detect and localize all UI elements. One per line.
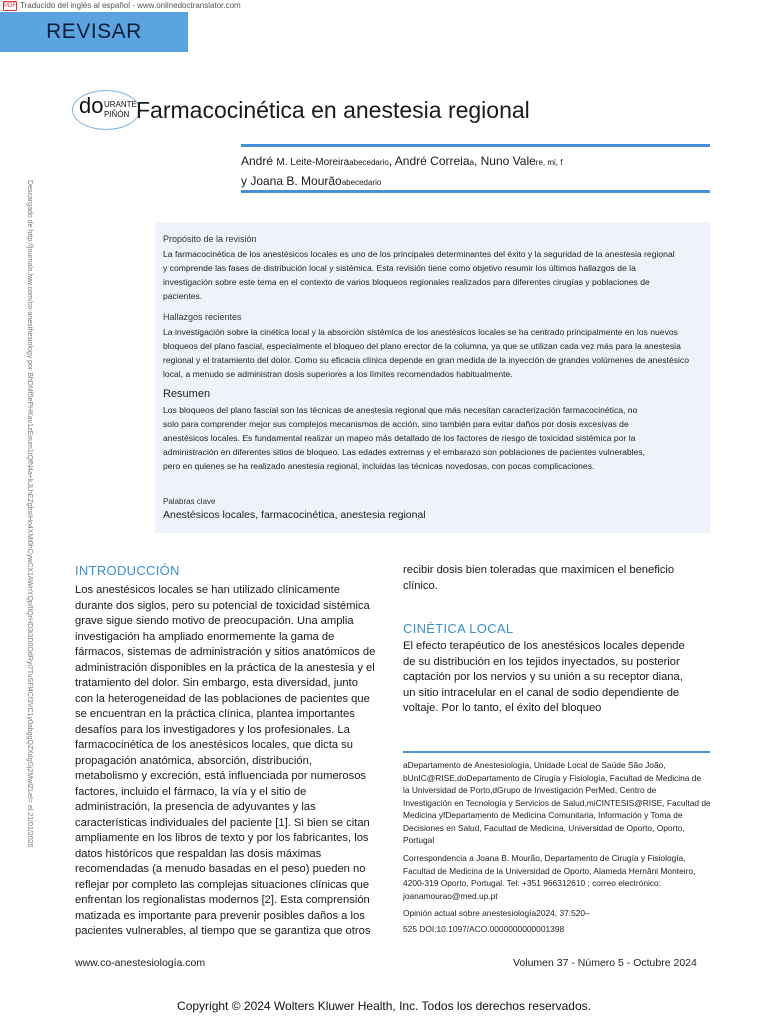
author-name: , Nuno Vale xyxy=(473,154,536,168)
logo-small-top: URANTE xyxy=(104,100,137,109)
intro-line: enfrentan los regionalistas modernos [2]. Esta comprensión xyxy=(75,894,370,906)
summary-line: administración en diferentes sitios de bloqueo. Las edades extremas y el embarazo son poblaciones de pacientes vulnerables, xyxy=(163,447,646,457)
local-kinetics-heading: CINÉTICA LOCAL xyxy=(403,621,514,636)
logo-small-bottom: PIÑÓN xyxy=(104,110,130,119)
affiliations-block xyxy=(403,759,718,847)
author-affiliation: a xyxy=(469,158,474,167)
continuation-line: clínico. xyxy=(403,579,438,592)
intro-line: administración, la presencia de adyuvantes y las xyxy=(75,801,316,813)
local-kinetics-text xyxy=(403,639,713,717)
correspondence-email[interactable]: joanamourao@med.up.pt xyxy=(403,890,498,901)
intro-line: farmacocinética de los anestésicos locales, que dicta su xyxy=(75,739,353,751)
intro-line: matizada es importante para prevenir posibles daños a los xyxy=(75,909,365,922)
intro-text xyxy=(75,583,395,940)
intro-line: con la heterogeneidad de las poblaciones de pacientes que xyxy=(75,692,370,705)
intro-line: Los anestésicos locales se han utilizado clínicamente xyxy=(75,584,340,596)
author-line-1 xyxy=(241,152,710,172)
local-line: un sitio intracelular en el canal de sodio dependiente de xyxy=(403,686,680,699)
pdf-icon: PDF xyxy=(4,2,16,9)
recent-line: La investigación sobre la cinética local y la absorción sistémica de los anestésicos locales se ha centrado principalmente en los nuevos xyxy=(163,327,678,337)
affiliation-line: aDepartamento de Anestesiología, Unidade Local de Saúde São João, xyxy=(403,760,666,770)
recent-findings-heading: Hallazgos recientes xyxy=(163,312,242,322)
summary-text xyxy=(163,403,708,473)
author-name: Correia xyxy=(430,154,470,168)
author-affiliation: re, mi, f xyxy=(535,158,563,167)
author-affiliation: abecedario xyxy=(341,178,382,187)
intro-line: grave sigue siendo motivo de preocupación. Una amplia xyxy=(75,615,354,627)
intro-heading: INTRODUCCIÓN xyxy=(75,563,180,578)
intro-line: desafíos para los investigadores y los profesionales. La xyxy=(75,723,350,736)
review-banner xyxy=(0,12,188,52)
author-affiliation: abecedario xyxy=(349,158,389,167)
journal-citation: Opinión actual sobre anestesiología2024, 37:520– xyxy=(403,908,590,918)
correspondence-line: Correspondencia a Joana B. Mourão, Departamento de Cirugía y Fisiología, xyxy=(403,853,686,863)
translator-text[interactable]: Traducido del inglés al español - www.onlinedoctranslator.com xyxy=(20,1,241,10)
purpose-text xyxy=(163,247,708,303)
keywords-heading: Palabras clave xyxy=(163,497,216,506)
intro-line: datos históricos que respaldan las dosis máximas xyxy=(75,847,322,860)
summary-heading: Resumen xyxy=(163,388,211,400)
purpose-line: investigación sobre este tema en el contexto de varios bloqueos regionales realizados para diferentes cirugías y poblaciones de xyxy=(163,277,650,287)
journal-website-link[interactable]: www.co-anestesiología.com xyxy=(75,957,206,969)
purpose-heading: Propósito de la revisión xyxy=(163,234,257,244)
author-list xyxy=(241,152,710,192)
intro-line: propagación anatómica, absorción, distribución, xyxy=(75,754,312,767)
affiliation-line: Portugal xyxy=(403,835,435,845)
intro-line: factores, incluido el fármaco, la vía y el sitio de xyxy=(75,785,307,798)
local-line: captación por los nervios y su unión a su receptor diana, xyxy=(403,671,683,683)
affiliations-rule xyxy=(403,751,710,753)
summary-line: solo para comprender mejor sus complejos mecanismos de acción, sino también para evitar daños por dosis excesivas de xyxy=(163,419,629,429)
keywords-text: Anestésicos locales, farmacocinética, anestesia regional xyxy=(163,509,426,521)
affiliation-line: bUnIC@RISE,doDepartamento de Cirugía y Fisiología, Facultad de Medicina de xyxy=(403,772,702,783)
download-note xyxy=(22,180,34,848)
review-label: REVISAR xyxy=(46,20,142,43)
download-note-text: Descargado de http://journals.lww.com/co-anesthesiology por BhDMf5ePHKav1zEoum1tQfN4a+kJLhEZgbsIHo4XMi0hCywCX1AWnYQp/IlQrHD3i3D0OdRyi7TvSFl4Cf3VC1y0abggQZXdgGj2MwlZLeI= el 21/01/2025 xyxy=(26,180,33,848)
purpose-line: La farmacocinética de los anestésicos locales es uno de los principales determinantes del éxito y la seguridad de la anestesia regional xyxy=(163,249,675,259)
author-name: André xyxy=(241,154,274,168)
correspondence-block xyxy=(403,852,718,902)
recent-line: regional y el tratamiento del dolor. Como su eficacia clínica depende en gran medida de la inyección de grandes volúmenes de anestésico xyxy=(163,355,689,365)
intro-line: recomendadas (a menudo basadas en el peso) pueden no xyxy=(75,863,366,875)
author-name: y Joana B. Mourão xyxy=(241,174,342,188)
affiliation-line: Medicina yfDepartamento de Medicina Comunitaria, Información y Toma de xyxy=(403,810,683,820)
purpose-line: pacientes. xyxy=(163,291,203,301)
logo-big-text: do xyxy=(79,93,104,118)
correspondence-line: Facultad de Medicina de la Universidad de Oporto, Alameda Hernâni Monteiro, xyxy=(403,865,696,876)
intro-line: ampliamente en los libros de texto y por los fabricantes, los xyxy=(75,832,369,844)
affiliation-line: la Universidad de Porto,dGrupo de Investigación PerMed, Centro de xyxy=(403,785,657,795)
recent-line: local, a menudo se administran dosis superiores a los límites recomendados habitualmente. xyxy=(163,369,513,379)
continuation-line: recibir dosis bien toleradas que maximicen el beneficio xyxy=(403,564,675,576)
doi-text[interactable]: 525 DOI:10.1097/ACO.0000000000001398 xyxy=(403,924,565,934)
intro-line: durante dos siglos, pero su potencial de toxicidad sistémica xyxy=(75,599,370,612)
author-name: M. Leite-Moreira xyxy=(276,157,350,168)
intro-line: fármacos, sistemas de administración y sitios anatómicos de xyxy=(75,646,376,658)
intro-line: reflejar por completo las complejas situaciones clínicas que xyxy=(75,878,370,891)
intro-line: se encuentran en la práctica clínica, plantea importantes xyxy=(75,708,355,720)
intro-line: administración disponibles en la práctica de la anestesia y el xyxy=(75,661,375,674)
purpose-line: y comprende las fases de distribución local y sistémica. Esta revisión tiene como objetivo resumir los últimos hallazgos de la xyxy=(163,263,636,273)
summary-line: pero en quienes se ha realizado anestesia regional, incluidas las técnicas novedosas, con pocas complicaciones. xyxy=(163,461,595,471)
current-opinion-logo xyxy=(72,90,140,130)
intro-line: pacientes vulnerables, al tiempo que se garantiza que otros xyxy=(75,925,371,937)
intro-line: investigación ha ampliado enormemente la gama de xyxy=(75,630,335,643)
author-name: , André xyxy=(388,154,427,168)
intro-line: tratamiento del dolor. Sin embargo, esta diversidad, junto xyxy=(75,677,358,689)
summary-line: Los bloqueos del plano fascial son las técnicas de anestesia regional que más necesitan caracterización farmacocinética, no xyxy=(163,405,638,415)
local-line: El efecto terapéutico de los anestésicos locales depende xyxy=(403,640,685,652)
affiliation-line: Decisiones en Salud, Facultad de Medicina, Universidad de Oporto, Oporto, xyxy=(403,822,685,833)
local-line: voltaje. Por lo tanto, el éxito del bloqueo xyxy=(403,702,602,714)
author-line-2 xyxy=(241,172,710,192)
title-rule-bottom xyxy=(241,190,710,193)
correspondence-line: 4200-319 Oporto, Portugal. Tel: +351 966312610 ; correo electrónico: xyxy=(403,878,662,888)
abstract-box xyxy=(155,222,710,533)
local-line: de su distribución en los tejidos inyectados, su posterior xyxy=(403,655,680,668)
article-title: Farmacocinética en anestesia regional xyxy=(136,97,530,123)
recent-line: bloqueos del plano fascial, especialmente el bloqueo del plano erector de la columna, ya que se utilizan cada vez más para la anestesia xyxy=(163,341,681,351)
summary-line: anestésicos locales. Es fundamental realizar un mapeo más detallado de los factores de riesgo de toxicidad sistémica por la xyxy=(163,433,636,443)
translator-bar[interactable] xyxy=(0,0,241,11)
intro-line: características individuales del paciente [1]. Si bien se citan xyxy=(75,816,370,829)
volume-info: Volumen 37 - Número 5 - Octubre 2024 xyxy=(513,957,697,969)
recent-findings-text xyxy=(163,325,708,381)
affiliation-line: Investigación en Tecnología y Servicios de Salud,miCINTESIS@RISE, Facultad de xyxy=(403,797,711,808)
intro-line: metabolismo y excreción, está influenciada por numerosos xyxy=(75,770,367,782)
copyright-notice: Copyright © 2024 Wolters Kluwer Health, Inc. Todos los derechos reservados. xyxy=(177,999,591,1013)
column2-continuation xyxy=(403,563,713,594)
title-rule-top xyxy=(241,144,710,147)
